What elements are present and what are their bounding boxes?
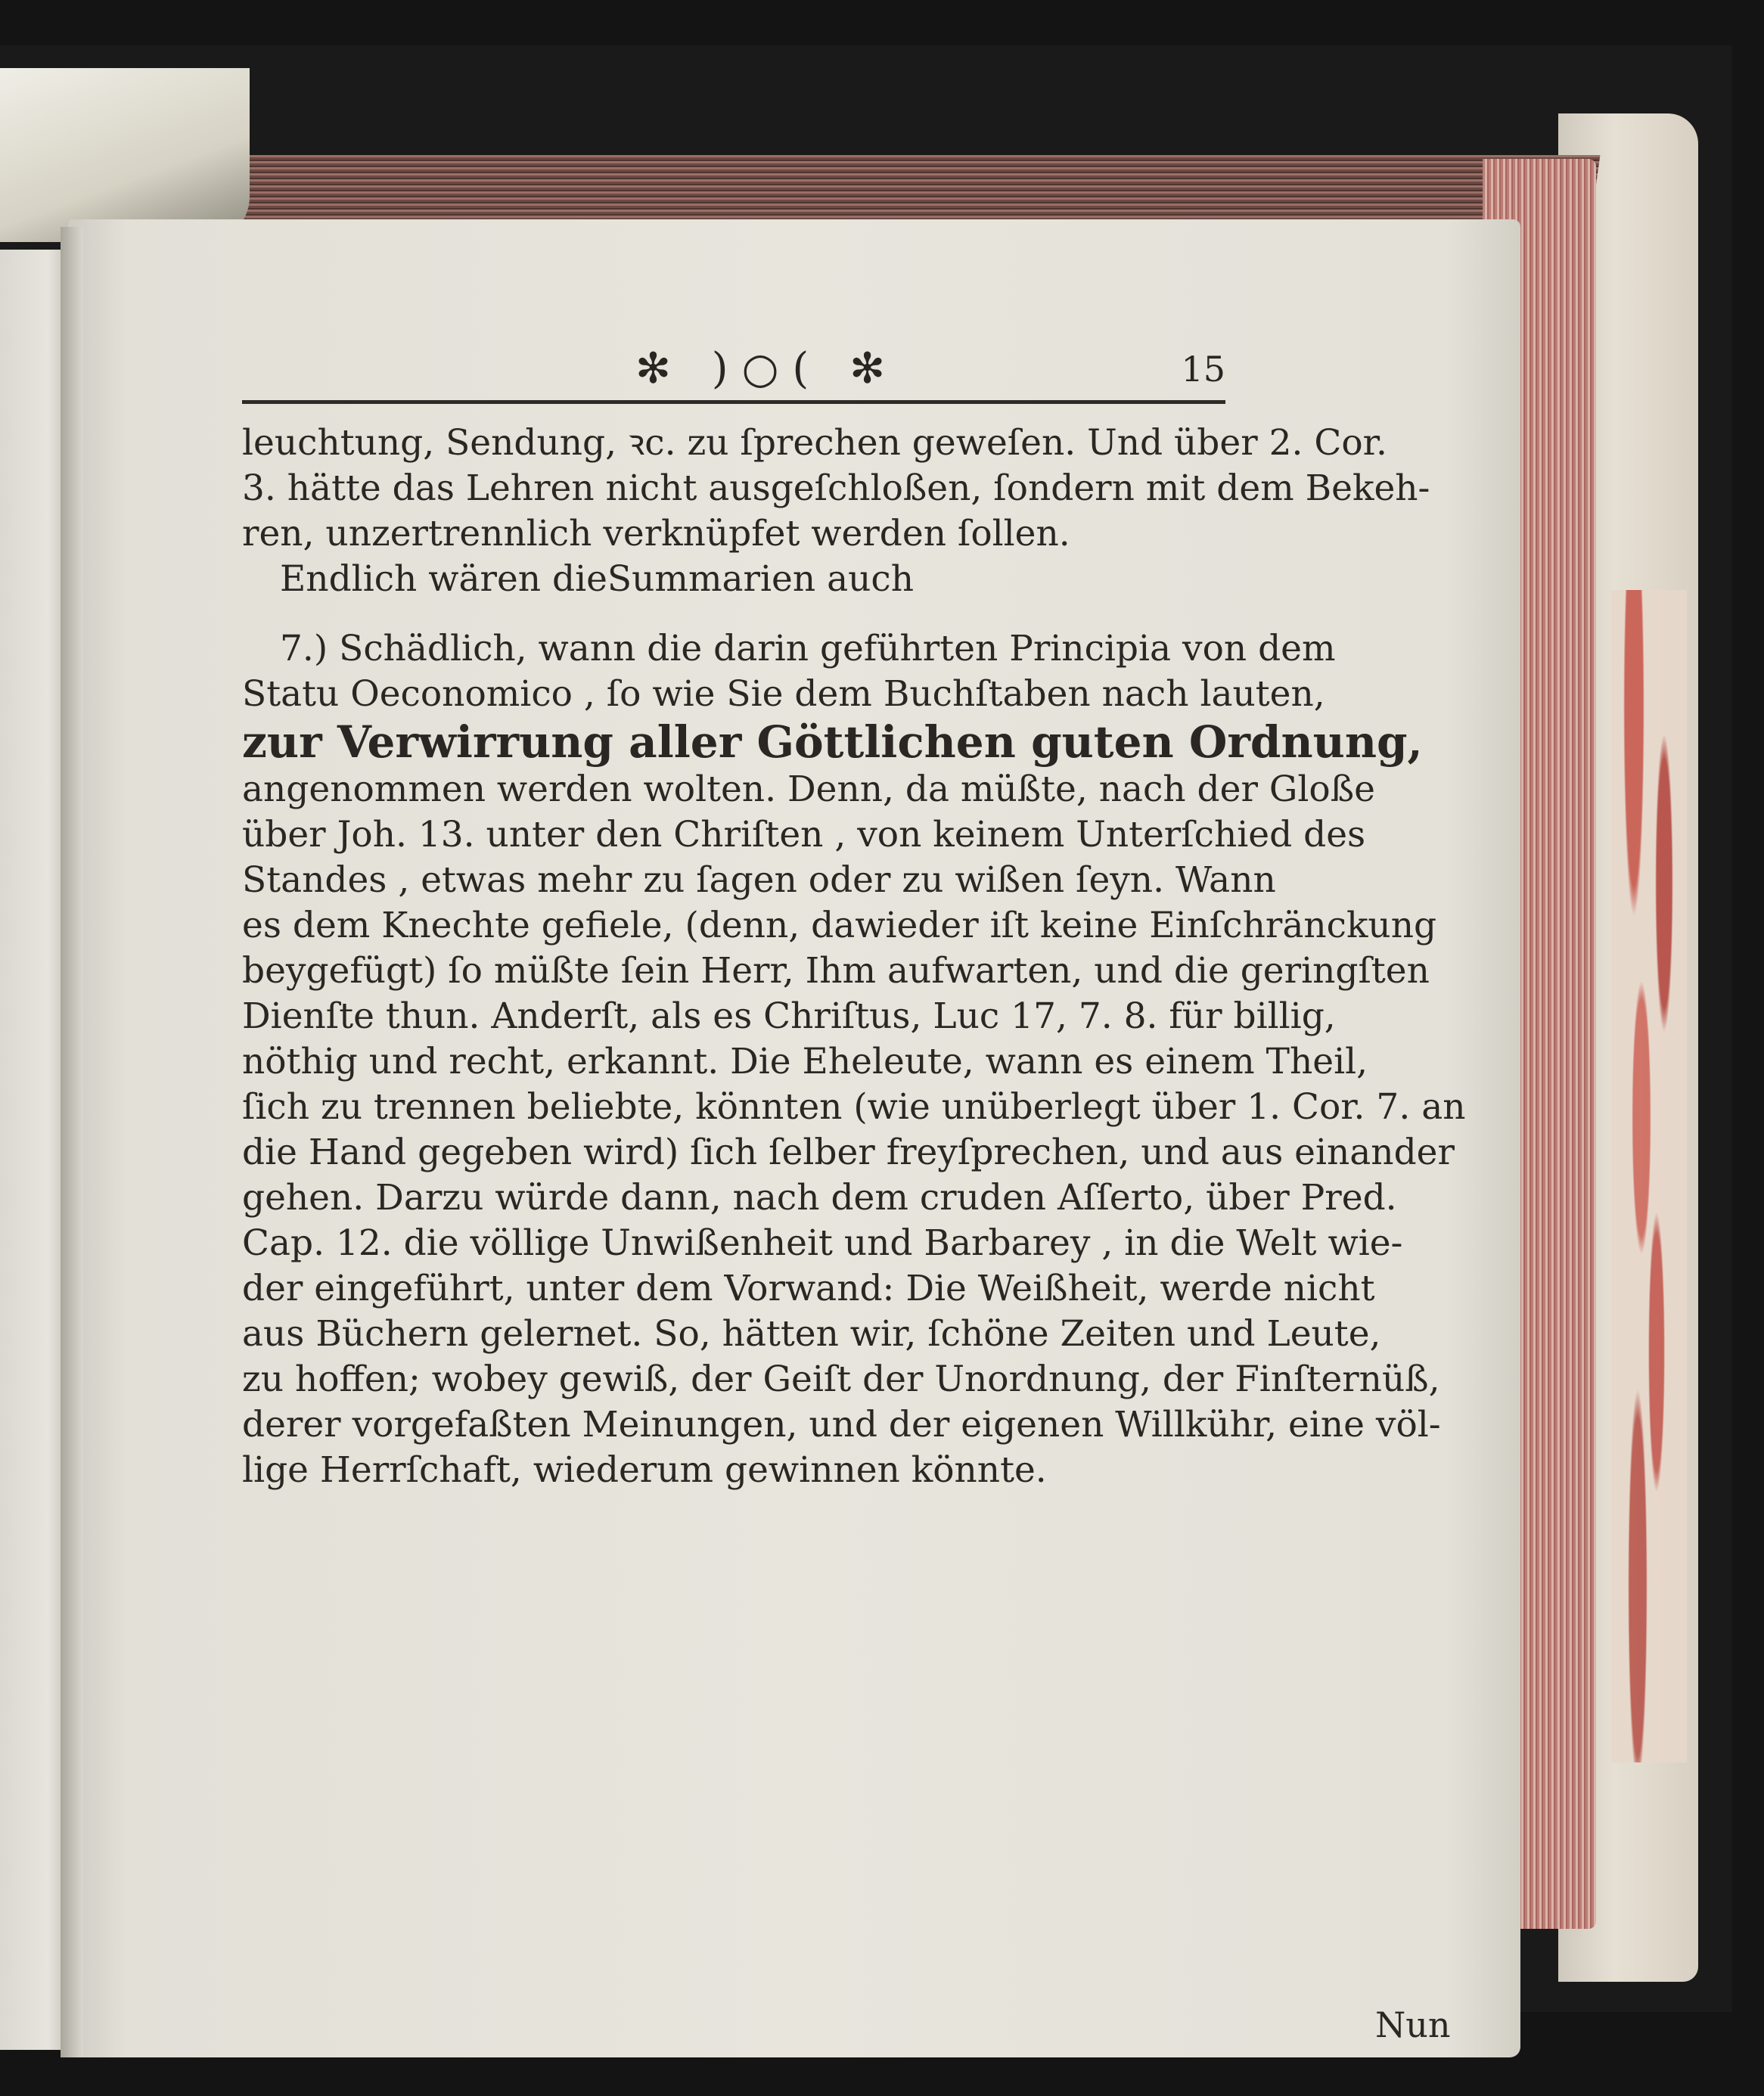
header-ornament: ✻ )○( ✻ [635,344,899,393]
paragraph-gap [242,602,1225,626]
text-line: der eingeführt, unter dem Vorwand: Die Weißheit, werde nicht [242,1268,1375,1309]
paragraph [242,626,1466,1493]
marbled-edge [1611,590,1687,1762]
text-line: Dienſte thun. Anderſt, als es Chriſtus, Luc 17, 7. 8. für billig, [242,995,1336,1037]
text-line: Standes , etwas mehr zu ſagen oder zu wißen ſeyn. Wann [242,859,1276,901]
text-line: gehen. Darzu würde dann, nach dem cruden Aſſerto, über Pred. [242,1177,1397,1219]
text-line: ſich zu trennen beliebte, könnten (wie unüberlegt über 1. Cor. 7. an [242,1086,1466,1128]
page-header [242,344,1225,397]
catchword: Nun [1375,2004,1451,2045]
text-line: angenommen werden wolten. Denn, da müßte, nach der Gloße [242,769,1375,810]
text-line: Statu Oeconomico , ſo wie Sie dem Buchſtaben nach lauten, [242,673,1325,715]
text-line: derer vorgefaßten Meinungen, und der eigenen Willkühr, eine völ- [242,1404,1441,1445]
text-line: ren, unzertrennlich verknüpfet werden ſollen. [242,513,1070,554]
text-line: Cap. 12. die völlige Unwißenheit und Barbarey , in die Welt wie- [242,1222,1403,1264]
text-line: aus Büchern gelernet. So, hätten wir, ſchöne Zeiten und Leute, [242,1313,1381,1355]
page-gutter [61,227,83,2057]
text-line: 7.) Schädlich, wann die darin geführten Principia von dem [280,628,1336,669]
text-line: zu hoffen; wobey gewiß, der Geiſt der Unordnung, der Finſternüß, [242,1359,1440,1400]
text-line: nöthig und recht, erkannt. Die Eheleute, wann es einem Theil, [242,1041,1368,1082]
header-rule [242,400,1225,404]
spine-headband [0,68,250,242]
text-line: lige Herrſchaft, wiederum gewinnen könnte. [242,1449,1047,1491]
page-text-block [242,344,1466,2045]
text-line: beygefügt) ſo müßte ſein Herr, Ihm aufwarten, und die geringſten [242,950,1430,992]
text-line: leuchtung, Sendung, ꝛc. zu ſprechen geweſen. Und über 2. Cor. [242,422,1387,464]
page-number: 15 [1181,349,1225,390]
text-line: über Joh. 13. unter den Chriſten , von keinem Unterſchied des [242,814,1366,855]
text-line: die Hand gegeben wird) ſich ſelber freyſprechen, und aus einander [242,1132,1455,1173]
paragraph [242,421,1430,557]
paragraph [242,557,1225,602]
text-line: Endlich wären dieSummarien auch [280,558,914,600]
text-line: es dem Knechte gefiele, (denn, dawieder iſt keine Einſchränckung [242,905,1437,946]
text-line: 3. hätte das Lehren nicht ausgeſchloßen, ſondern mit dem Bekeh- [242,467,1430,509]
left-page-edge [0,250,68,2050]
text-line-emphasis: zur Verwirrung aller Göttlichen guten Ordnung, [242,716,1423,768]
